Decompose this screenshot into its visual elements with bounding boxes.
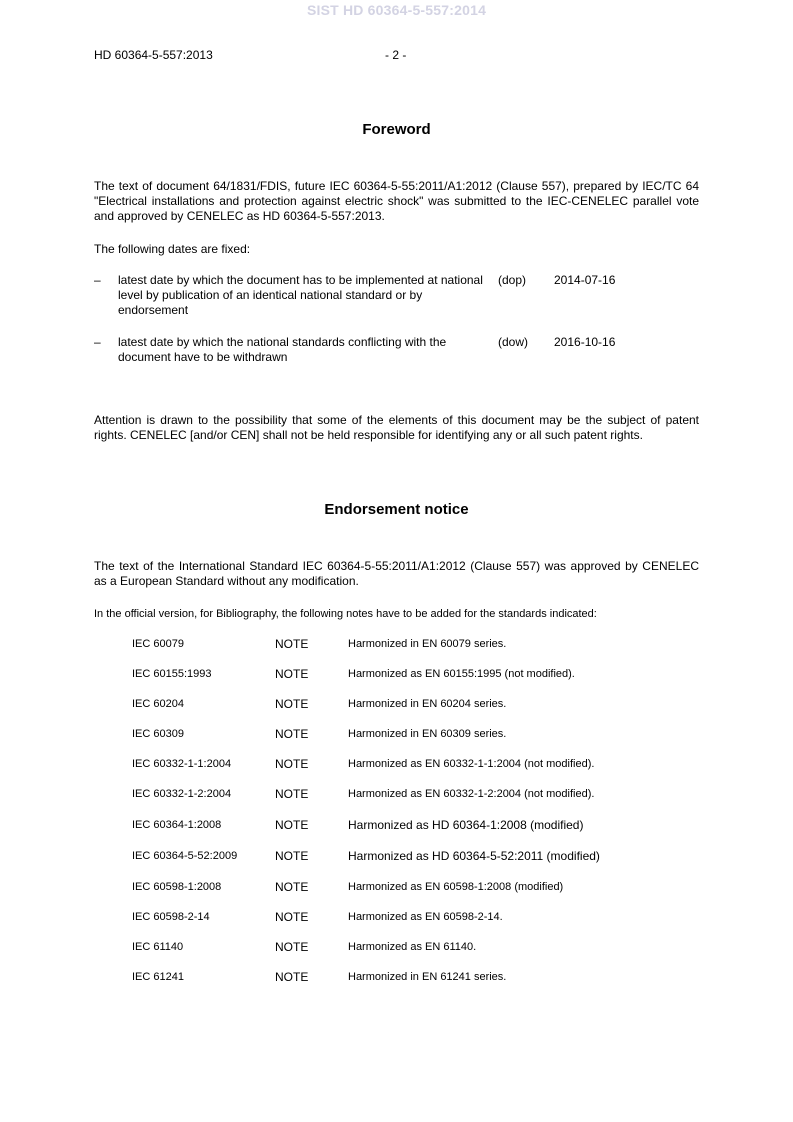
note-text: Harmonized in EN 60079 series.	[348, 638, 507, 650]
table-row	[0, 940, 793, 956]
table-row	[0, 757, 793, 773]
date-abbr: (dow)	[498, 335, 529, 349]
table-row	[0, 727, 793, 743]
note-text: Harmonized as EN 60332-1-1:2004 (not modified).	[348, 758, 595, 770]
note-text: Harmonized as HD 60364-5-52:2011 (modified)	[348, 849, 600, 863]
table-row	[0, 697, 793, 713]
note-text: Harmonized in EN 61241 series.	[348, 971, 507, 983]
note-text: Harmonized as EN 60332-1-2:2004 (not modified).	[348, 788, 595, 800]
note-label: NOTE	[275, 970, 309, 984]
watermark: SIST HD 60364-5-557:2014	[306, 2, 487, 18]
standard-id: IEC 60332-1-1:2004	[132, 758, 232, 770]
header-doc-id: HD 60364-5-557:2013	[94, 48, 213, 62]
note-label: NOTE	[275, 818, 309, 832]
standard-id: IEC 60309	[132, 728, 184, 740]
table-row	[0, 849, 793, 865]
standard-id: IEC 60332-1-2:2004	[132, 788, 232, 800]
table-row	[0, 880, 793, 896]
date-value: 2014-07-16	[554, 273, 616, 287]
table-row	[0, 818, 793, 834]
dates-intro: The following dates are fixed:	[94, 242, 251, 256]
note-text: Harmonized as EN 60598-1:2008 (modified)	[348, 881, 564, 893]
standard-id: IEC 60364-1:2008	[132, 819, 222, 831]
note-text: Harmonized as EN 60155:1995 (not modified).	[348, 668, 575, 680]
standard-id: IEC 61241	[132, 971, 184, 983]
table-row	[0, 970, 793, 986]
standard-id: IEC 60204	[132, 698, 184, 710]
list-dash: –	[94, 273, 101, 287]
note-label: NOTE	[275, 727, 309, 741]
date-text: latest date by which the document has to be implemented at national level by publication of an identical national standard or by endorsement	[118, 273, 483, 317]
note-label: NOTE	[275, 940, 309, 954]
note-label: NOTE	[275, 880, 309, 894]
list-dash: –	[94, 335, 101, 349]
standard-id: IEC 60598-1:2008	[132, 881, 222, 893]
foreword-title: Foreword	[362, 121, 431, 138]
attention-paragraph: Attention is drawn to the possibility that some of the elements of this document may be the subject of patent rights. CENELEC [and/or CEN] shall not be held responsible for identifying any or all such patent rights.	[94, 413, 699, 442]
date-abbr: (dop)	[498, 273, 527, 287]
table-row	[0, 637, 793, 653]
table-row	[0, 910, 793, 926]
note-text: Harmonized as HD 60364-1:2008 (modified)	[348, 818, 584, 832]
note-label: NOTE	[275, 697, 309, 711]
endorsement-title: Endorsement notice	[324, 501, 469, 518]
note-label: NOTE	[275, 910, 309, 924]
note-text: Harmonized in EN 60204 series.	[348, 698, 507, 710]
note-label: NOTE	[275, 787, 309, 801]
standard-id: IEC 60155:1993	[132, 668, 212, 680]
foreword-intro: The text of document 64/1831/FDIS, future IEC 60364-5-55:2011/A1:2012 (Clause 557), prepared by IEC/TC 64 "Electrical installations and protection against electric shock" was submitted to the IEC-CENELEC parallel vote and approved by CENELEC as HD 60364-5-557:2013.	[94, 179, 699, 223]
note-text: Harmonized as EN 61140.	[348, 941, 477, 953]
note-text: Harmonized in EN 60309 series.	[348, 728, 507, 740]
date-text: latest date by which the national standards conflicting with the document have to be withdrawn	[118, 335, 447, 364]
page-number: - 2 -	[385, 48, 407, 62]
date-value: 2016-10-16	[554, 335, 616, 349]
note-label: NOTE	[275, 637, 309, 651]
note-text: Harmonized as EN 60598-2-14.	[348, 911, 503, 923]
bibliography-intro: In the official version, for Bibliography, the following notes have to be added for the standards indicated:	[94, 608, 597, 620]
standard-id: IEC 60079	[132, 638, 184, 650]
table-row	[0, 667, 793, 683]
note-label: NOTE	[275, 757, 309, 771]
standard-id: IEC 60364-5-52:2009	[132, 850, 238, 862]
note-label: NOTE	[275, 667, 309, 681]
standard-id: IEC 60598-2-14	[132, 911, 210, 923]
standard-id: IEC 61140	[132, 941, 184, 953]
table-row	[0, 787, 793, 803]
note-label: NOTE	[275, 849, 309, 863]
endorsement-text: The text of the International Standard IEC 60364-5-55:2011/A1:2012 (Clause 557) was approved by CENELEC as a European Standard without any modification.	[94, 559, 699, 588]
